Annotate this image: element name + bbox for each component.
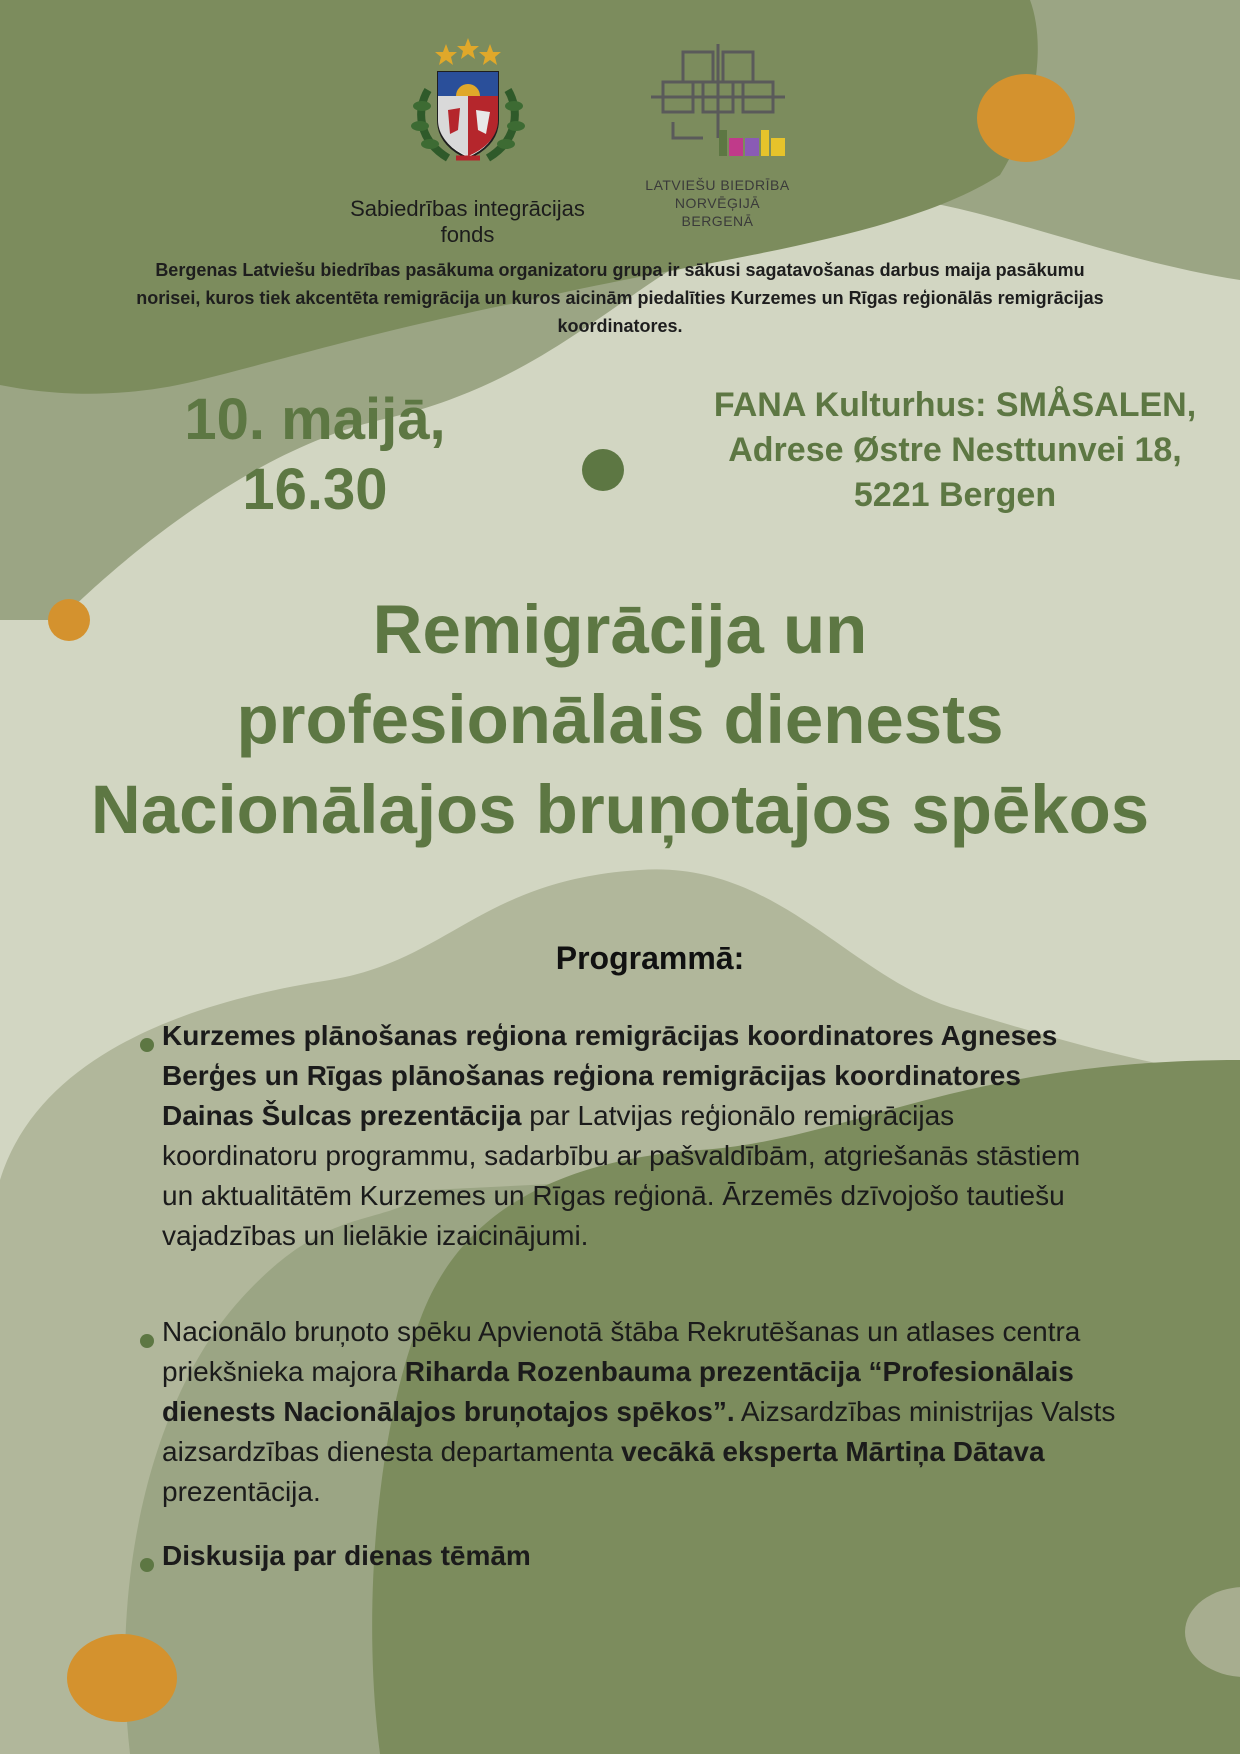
latvia-coat-of-arms-icon [398, 30, 538, 170]
venue-line-2: Adrese Østre Nesttunvei 18, [728, 431, 1182, 469]
venue-line-3: 5221 Bergen [853, 476, 1057, 514]
event-date: 10. maijā, [184, 387, 446, 452]
program-item-2-bold-1: Riharda Rozenbauma prezentācija “Profesionālais dienests Nacionālajos bruņotajos spēkos”. [162, 1356, 1074, 1427]
sif-logo [330, 30, 605, 248]
lbnb-logo [630, 42, 805, 230]
program-item-1 [136, 1016, 1116, 1256]
program-heading: Programmā: [555, 940, 745, 976]
event-title [40, 585, 1200, 855]
program-item-2-text-2: Aizsardzības ministrijas Valsts aizsardzības dienesta departamenta [162, 1396, 1116, 1467]
orange-circle-top-right [977, 74, 1075, 162]
intro-text: Bergenas Latviešu biedrības pasākuma organizatoru grupa ir sākusi sagatavošanas darbus maija pasākumu norisei, kuros tiek akcentēta remigrācija un kuros aicinām piedalīties Kurzemes un Rīgas reģionālās remigrācijas koordinatores. [136, 260, 1104, 336]
lbnb-ornament-logo-icon [643, 42, 793, 158]
program-item-1-text: par Latvijas reģionālo remigrācijas koordinatoru programmu, sadarbību ar pašvaldībām, atgriešanās stāstiem un aktualitātēm Kurzemes un Rīgas reģionā. Ārzemēs dzīvojošo tautiešu vajadzības un lielākie izaicinājumi. [162, 1100, 1081, 1251]
sif-name: Sabiedrības integrācijas fonds [350, 196, 585, 247]
venue-line-1: FANA Kulturhus: SMÅSALEN, [713, 386, 1197, 424]
title-line-3: Nacionālajos bruņotajos spēkos [90, 771, 1150, 848]
program-item-2-bold-2: vecākā eksperta Mārtiņa Dātava [621, 1436, 1045, 1467]
event-date-time [150, 385, 480, 525]
program-item-3 [136, 1536, 1116, 1576]
title-line-1: Remigrācija un [372, 591, 868, 668]
lbnb-name [630, 176, 805, 230]
program-list [136, 1016, 1116, 1576]
lbnb-line-2: NORVĒĢIJĀ [674, 195, 761, 211]
event-time: 16.30 [242, 457, 388, 522]
program-item-3-bold: Diskusija par dienas tēmām [162, 1540, 531, 1571]
green-dot-center [582, 449, 624, 491]
orange-circle-bottom-left [67, 1634, 177, 1722]
lbnb-logo-letters: lbnb [642, 42, 645, 43]
lbnb-line-3: BERGENĀ [681, 213, 754, 229]
program-item-2-text-1: Nacionālo bruņoto spēku Apvienotā štāba Rekrutēšanas un atlases centra priekšnieka majora [162, 1316, 1081, 1387]
program-item-2-text-3: prezentācija. [162, 1476, 321, 1507]
program-item-2 [136, 1312, 1116, 1512]
event-venue [700, 383, 1210, 518]
lbnb-line-1: LATVIEŠU BIEDRĪBA [645, 177, 790, 193]
program-item-1-bold: Kurzemes plānošanas reģiona remigrācijas koordinatores Agneses Berģes un Rīgas plānošanas reģiona remigrācijas koordinatores Dainas Šulcas prezentācija [162, 1020, 1058, 1131]
title-line-2: profesionālais dienests [236, 681, 1004, 758]
